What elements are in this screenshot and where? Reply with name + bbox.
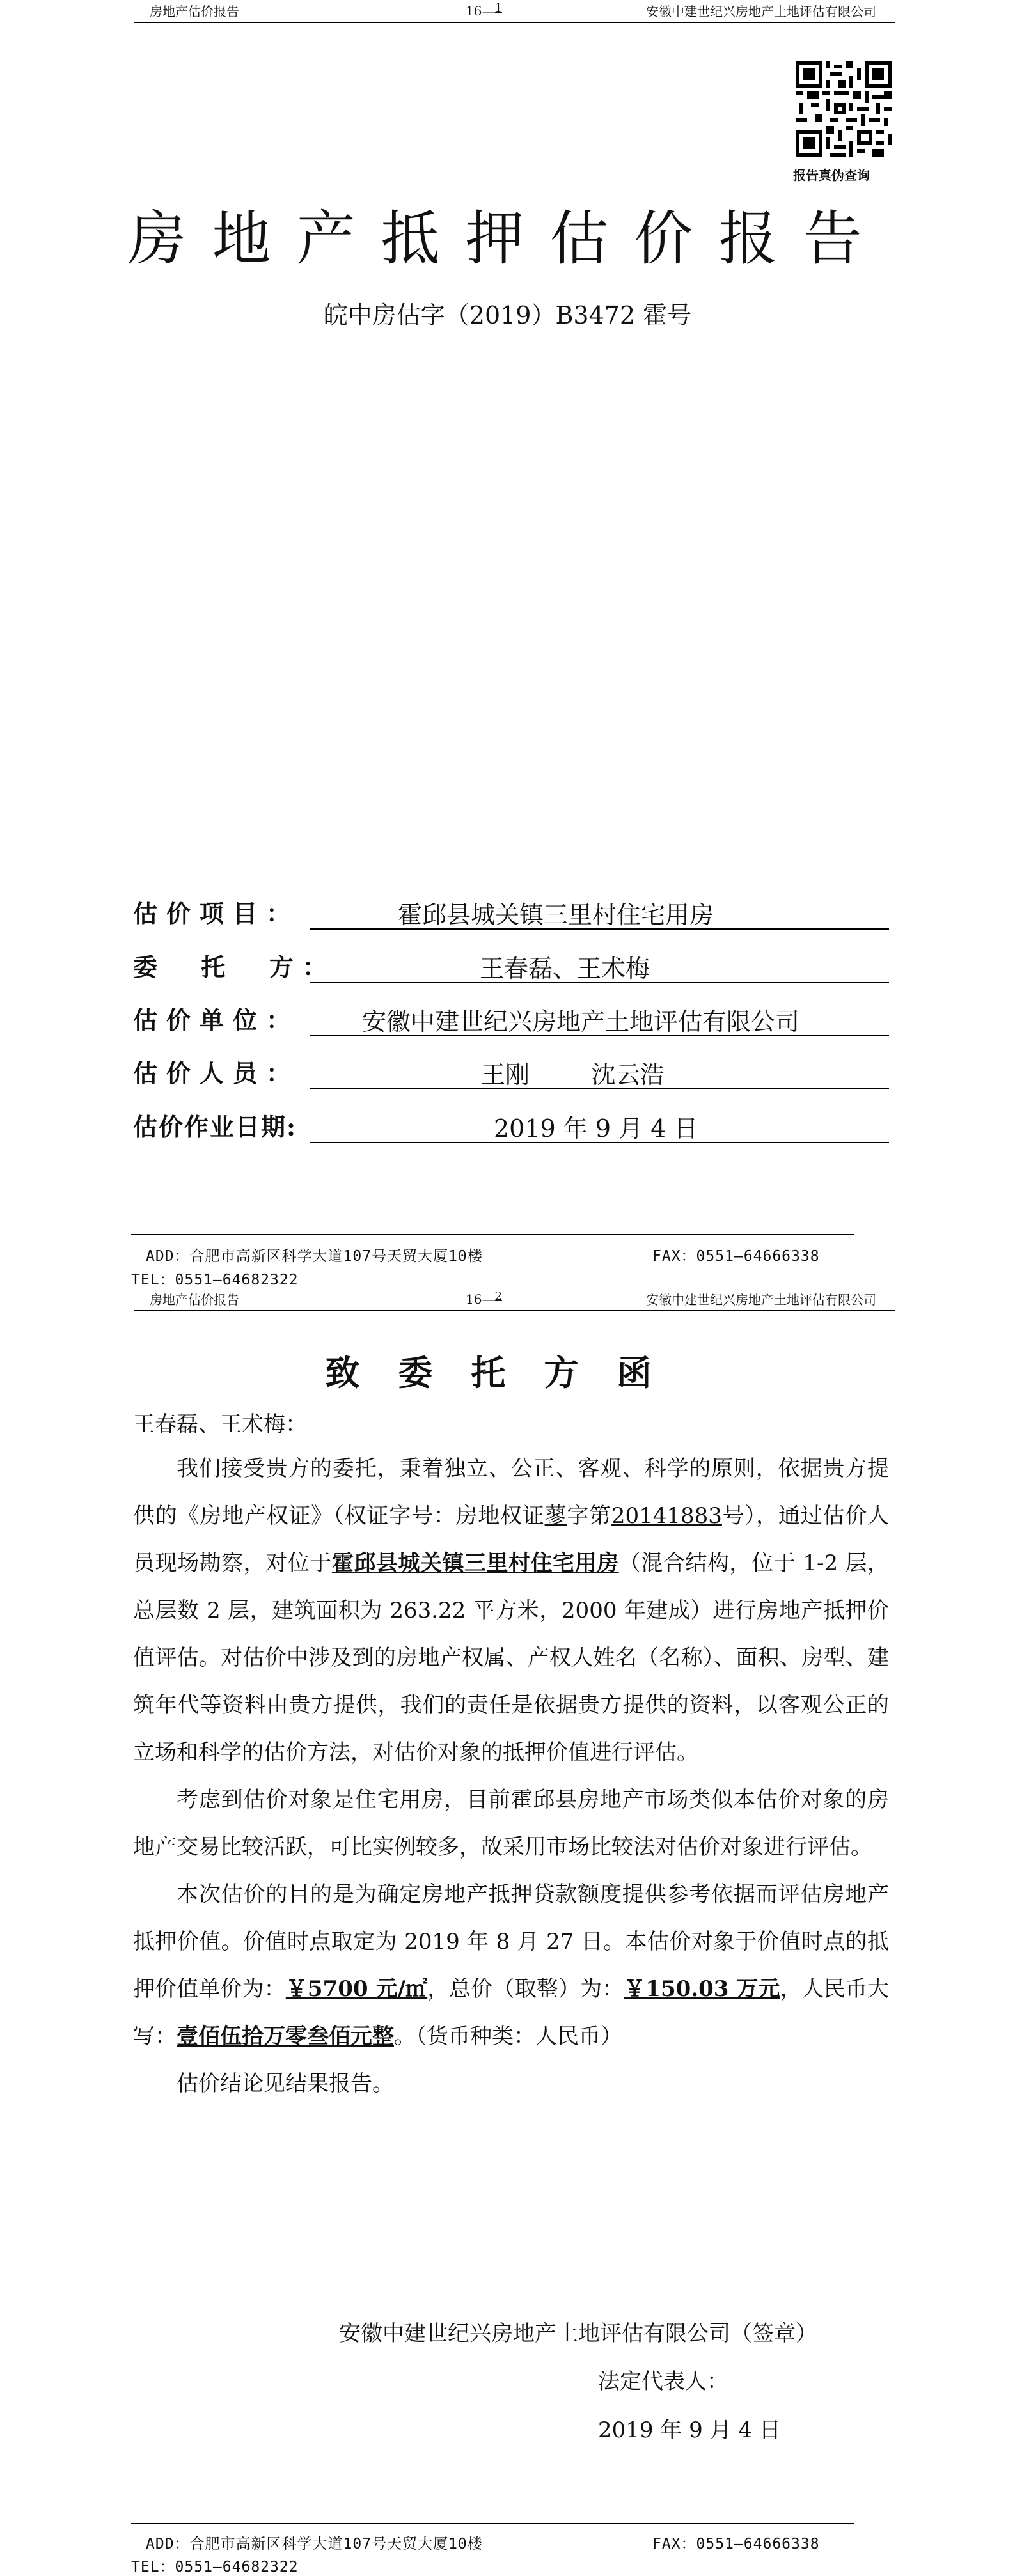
unit-price: ￥5700 元/㎡ — [285, 1976, 428, 2002]
footer-rule — [131, 2523, 854, 2524]
total-price-chinese: 壹佰伍拾万零叁佰元整 — [177, 2024, 394, 2049]
field-label-client: 委 托 方： — [133, 953, 336, 981]
footer-address: ADD：合肥市高新区科学大道107号天贸大厦10楼 — [146, 2536, 483, 2552]
letter-title: 致委托方函 — [325, 1352, 690, 1393]
cert-number: 20141883 — [611, 1503, 722, 1529]
report-title: 房地产抵押估价报告 — [127, 205, 888, 273]
field-value-client: 王春磊、王术梅 — [480, 955, 650, 983]
footer-address: ADD：合肥市高新区科学大道107号天贸大厦10楼 — [146, 1248, 483, 1265]
signature-company: 安徽中建世纪兴房地产土地评估有限公司（签章） — [339, 2321, 817, 2346]
header-page-number: 16—2 — [466, 1290, 502, 1307]
field-value-work-date: 2019 年 9 月 4 日 — [494, 1114, 698, 1143]
footer-fax: FAX：0551—64666338 — [652, 1248, 820, 1265]
footer-tel: TEL：0551—64682322 — [131, 2559, 299, 2575]
letter-date: 2019 年 9 月 4 日 — [598, 2417, 781, 2443]
qr-code-label: 报告真伪查询 — [793, 168, 870, 183]
paragraph-3: 本次估价的目的是为确定房地产抵押贷款额度提供参考依据而评估房地产抵押价值。价值时点取定为 2019 年 8 月 27 日。本估价对象于价值时点的抵押价值单价为：￥5700 元/㎡，总价（取整）为：￥150.03 万元，人民币大写：壹佰伍拾万零叁佰元整。（货币种类：人民币） — [133, 1882, 890, 2049]
footer-fax: FAX：0551—64666338 — [652, 2536, 820, 2552]
field-value-project: 霍邱县城关镇三里村住宅用房 — [398, 901, 714, 929]
header-left: 房地产估价报告 — [150, 4, 239, 19]
letter-salutation: 王春磊、王术梅： — [133, 1412, 307, 1437]
total-price: ￥150.03 万元 — [624, 1976, 780, 2002]
field-value-appraiser-unit: 安徽中建世纪兴房地产土地评估有限公司 — [362, 1008, 800, 1036]
running-header — [134, 1288, 895, 1311]
field-label-work-date: 估价作业日期: — [133, 1112, 297, 1141]
paragraph-4: 估价结论见结果报告。 — [177, 2071, 394, 2096]
field-label-project: 估价项目： — [133, 899, 300, 928]
legal-representative: 法定代表人： — [598, 2369, 728, 2394]
letter-body — [133, 1445, 889, 2107]
field-value-appraisers: 王刚 沈云浩 — [481, 1061, 665, 1089]
header-right: 安徽中建世纪兴房地产土地评估有限公司 — [646, 4, 876, 19]
header-page-number: 16—1 — [466, 1, 502, 19]
header-left: 房地产估价报告 — [150, 1292, 239, 1308]
footer-tel: TEL：0551—64682322 — [131, 1272, 299, 1288]
header-right: 安徽中建世纪兴房地产土地评估有限公司 — [646, 1292, 876, 1308]
field-label-appraisers: 估价人员： — [133, 1059, 300, 1088]
paragraph-1: 我们接受贵方的委托，秉着独立、公正、客观、科学的原则，依据贵方提供的《房地产权证》（权证字号：房地权证蓼字第20141883号），通过估价人员现场勘察，对位于霍邱县城关镇三里村住宅用房（混合结构，位于 1-2 层，总层数 2 层，建筑面积为 263.22 平方米，2000 年建成）进行房地产抵押价值评估。对估价中涉及到的房地产权属、产权人姓名（名称）、面积、房型、建筑年代等资料由贵方提供，我们的责任是依据贵方提供的资料，以客观公正的立场和科学的估价方法，对估价对象的抵押价值进行评估。 — [133, 1456, 890, 1765]
cert-char: 蓼 — [544, 1503, 567, 1529]
field-label-appraiser-unit: 估价单位： — [133, 1006, 300, 1034]
property-address: 霍邱县城关镇三里村住宅用房 — [331, 1550, 619, 1576]
document-number: 皖中房估字（2019）B3472 霍号 — [323, 301, 692, 329]
paragraph-2: 考虑到估价对象是住宅用房，目前霍邱县房地产市场类似本估价对象的房地产交易比较活跃，可比实例较多，故采用市场比较法对估价对象进行评估。 — [133, 1787, 889, 1860]
